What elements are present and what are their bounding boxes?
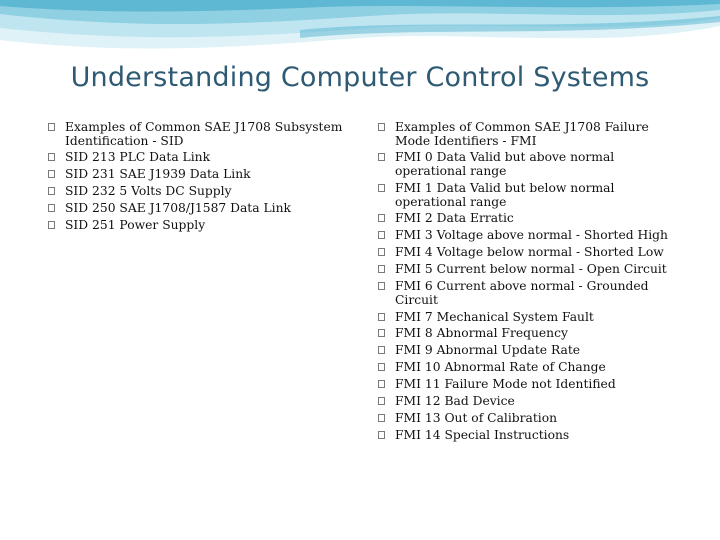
square-bullet-icon [378, 346, 385, 354]
bullet-item [48, 151, 348, 165]
bullet-text: FMI 14 Special Instructions [395, 427, 570, 442]
bullet-item [48, 202, 348, 216]
bullet-item [48, 121, 348, 148]
square-bullet-icon [378, 313, 385, 321]
square-bullet-icon [378, 248, 385, 256]
bullet-text: FMI 1 Data Valid but below normal operational range [395, 180, 615, 209]
bullet-item [378, 327, 670, 341]
square-bullet-icon [378, 214, 385, 222]
bullet-item [378, 212, 670, 226]
bullet-item [378, 378, 670, 392]
square-bullet-icon [378, 153, 385, 161]
square-bullet-icon [378, 231, 385, 239]
bullet-text: Examples of Common SAE J1708 Subsystem Identification - SID [65, 120, 343, 148]
bullet-item [378, 395, 670, 409]
right-bullet-list [378, 121, 670, 446]
bullet-item [378, 412, 670, 426]
square-bullet-icon [378, 380, 385, 388]
bullet-text: FMI 6 Current above normal - Grounded Circuit [395, 279, 649, 307]
bullet-text: SID 232 5 Volts DC Supply [65, 184, 232, 199]
bullet-item [378, 151, 670, 178]
square-bullet-icon [48, 170, 55, 178]
bullet-item [378, 182, 670, 209]
bullet-text: FMI 2 Data Erratic [395, 211, 514, 226]
bullet-text: FMI 10 Abnormal Rate of Change [395, 360, 606, 375]
square-bullet-icon [378, 363, 385, 371]
bullet-item [48, 219, 348, 233]
bullet-text: FMI 4 Voltage below normal - Shorted Low [395, 245, 664, 260]
bullet-item [378, 280, 670, 307]
square-bullet-icon [378, 414, 385, 422]
bullet-text: SID 251 Power Supply [65, 218, 206, 233]
square-bullet-icon [48, 123, 55, 131]
bullet-item [48, 185, 348, 199]
bullet-text: SID 213 PLC Data Link [65, 150, 211, 165]
bullet-item [378, 229, 670, 243]
square-bullet-icon [378, 397, 385, 405]
square-bullet-icon [378, 431, 385, 439]
square-bullet-icon [378, 329, 385, 337]
left-bullet-list [48, 121, 348, 236]
square-bullet-icon [378, 265, 385, 273]
bullet-text: FMI 8 Abnormal Frequency [395, 326, 568, 341]
bullet-text: Examples of Common SAE J1708 Failure Mode Identifiers - FMI [395, 120, 649, 148]
bullet-item [378, 246, 670, 260]
bullet-text: FMI 11 Failure Mode not Identified [395, 377, 616, 392]
bullet-item [378, 429, 670, 443]
bullet-item [378, 361, 670, 375]
square-bullet-icon [48, 204, 55, 212]
square-bullet-icon [48, 187, 55, 195]
bullet-text: FMI 7 Mechanical System Fault [395, 309, 594, 324]
bullet-text: FMI 13 Out of Calibration [395, 410, 558, 425]
bullet-item [378, 311, 670, 325]
slide-title: Understanding Computer Control Systems [70, 62, 650, 93]
bullet-text: SID 231 SAE J1939 Data Link [65, 167, 251, 182]
bullet-text: FMI 12 Bad Device [395, 393, 515, 408]
square-bullet-icon [378, 123, 385, 131]
square-bullet-icon [48, 221, 55, 229]
square-bullet-icon [378, 282, 385, 290]
bullet-text: FMI 5 Current below normal - Open Circuit [395, 262, 667, 277]
bullet-item [48, 168, 348, 182]
bullet-item [378, 344, 670, 358]
square-bullet-icon [378, 184, 385, 192]
square-bullet-icon [48, 153, 55, 161]
bullet-text: FMI 9 Abnormal Update Rate [395, 343, 581, 358]
bullet-text: SID 250 SAE J1708/J1587 Data Link [65, 201, 291, 216]
bullet-text: FMI 3 Voltage above normal - Shorted High [395, 228, 668, 243]
bullet-text: FMI 0 Data Valid but above normal operational range [395, 150, 615, 179]
bullet-item [378, 121, 670, 148]
bullet-item [378, 263, 670, 277]
